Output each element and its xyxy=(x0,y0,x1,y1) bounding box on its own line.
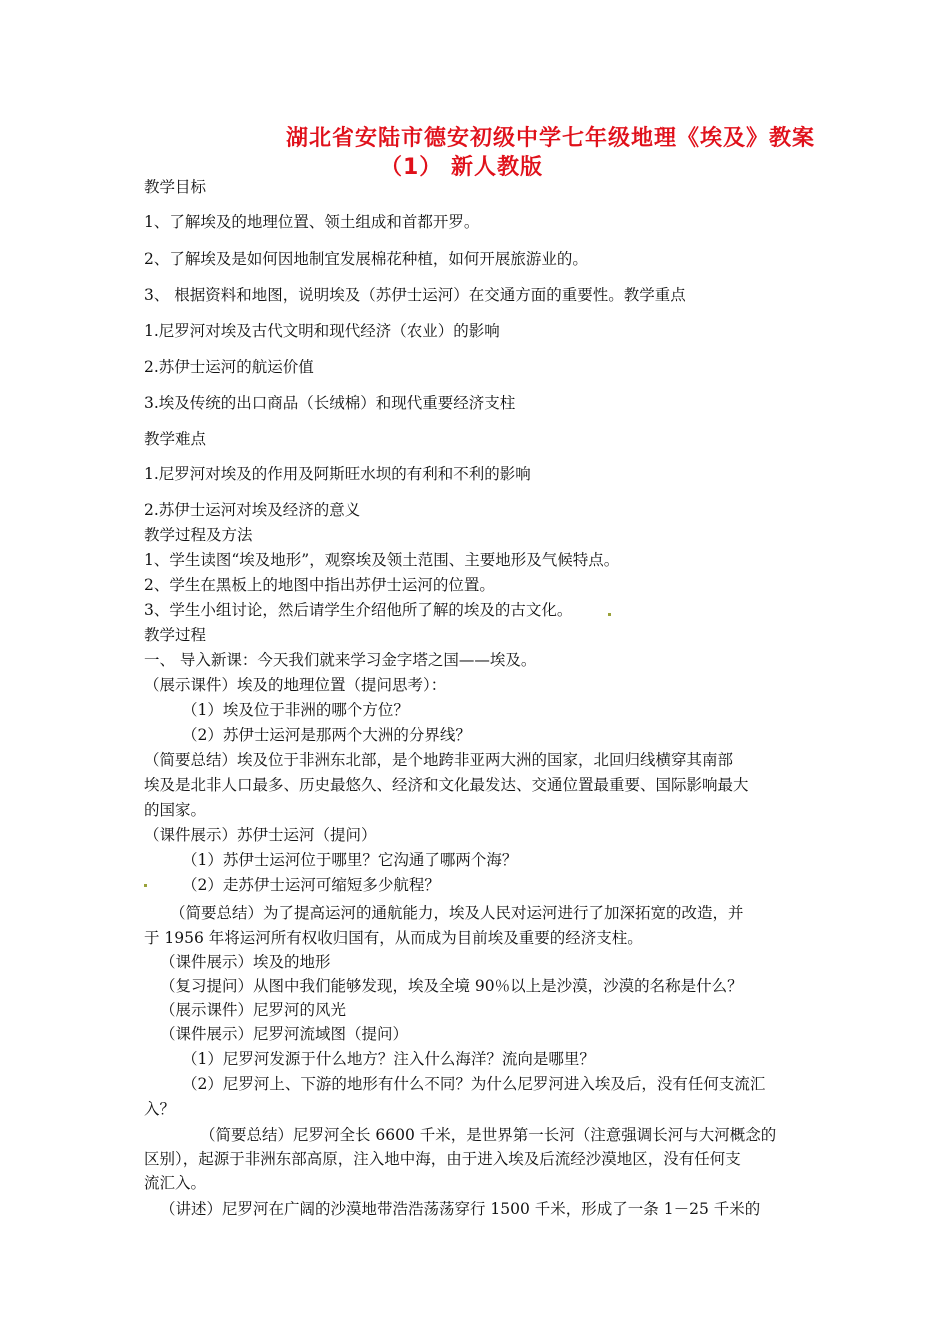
process-terrain: （课件展示）埃及的地形 xyxy=(160,953,331,971)
heading-process-methods: 教学过程及方法 xyxy=(144,526,253,544)
process-intro: 一、 导入新课：今天我们就来学习金字塔之国——埃及。 xyxy=(144,651,537,669)
process-suez: （课件展示）苏伊士运河（提问） xyxy=(144,826,377,844)
summary-nile-a: （简要总结）尼罗河全长 6600 千米，是世界第一长河（注意强调长河与大河概念的 xyxy=(200,1126,777,1144)
process-location: （展示课件）埃及的地理位置（提问思考）： xyxy=(144,676,447,694)
question-location-1: （1）埃及位于非洲的哪个方位？ xyxy=(182,701,409,719)
method-3: 3、学生小组讨论，然后请学生介绍他所了解的埃及的古文化。 xyxy=(144,601,573,619)
question-suez-2: （2）走苏伊士运河可缩短多少航程？ xyxy=(182,876,440,894)
document-title-line-1: 湖北省安陆市德安初级中学七年级地理《埃及》教案 xyxy=(286,126,816,151)
key-point-3: 3.埃及传统的出口商品（长绒棉）和现代重要经济支柱 xyxy=(144,394,516,412)
speck-mark xyxy=(608,613,611,616)
summary-suez-a: （简要总结）为了提高运河的通航能力，埃及人民对运河进行了加深拓宽的改造，并 xyxy=(170,904,744,922)
goal-item-3: 3、 根据资料和地图，说明埃及（苏伊士运河）在交通方面的重要性。教学重点 xyxy=(144,286,686,304)
summary-location-c: 的国家。 xyxy=(144,801,207,819)
narration-nile: （讲述）尼罗河在广阔的沙漠地带浩浩荡荡穿行 1500 千米，形成了一条 1－25 千米的 xyxy=(160,1200,761,1218)
key-point-2: 2.苏伊士运河的航运价值 xyxy=(144,358,314,376)
heading-teaching-goals: 教学目标 xyxy=(144,178,207,196)
question-nile-1: （1）尼罗河发源于什么地方？注入什么海洋？流向是哪里？ xyxy=(182,1050,595,1068)
speck-mark xyxy=(144,884,147,887)
goal-item-2: 2、了解埃及是如何因地制宜发展棉花种植，如何开展旅游业的。 xyxy=(144,250,588,268)
difficulty-1: 1.尼罗河对埃及的作用及阿斯旺水坝的有利和不利的影响 xyxy=(144,465,531,483)
difficulty-2: 2.苏伊士运河对埃及经济的意义 xyxy=(144,501,361,519)
summary-nile-c: 流汇入。 xyxy=(144,1174,207,1192)
process-nile-basin: （课件展示）尼罗河流域图（提问） xyxy=(160,1025,409,1043)
document-title-line-2: （1） 新人教版 xyxy=(380,155,543,180)
method-1: 1、学生读图“埃及地形”，观察埃及领土范围、主要地形及气候特点。 xyxy=(144,551,620,569)
process-nile-scenery: （展示课件）尼罗河的风光 xyxy=(160,1001,347,1019)
question-nile-2-a: （2）尼罗河上、下游的地形有什么不同？为什么尼罗河进入埃及后，没有任何支流汇 xyxy=(182,1075,766,1093)
heading-process: 教学过程 xyxy=(144,626,207,644)
question-nile-2-b: 入？ xyxy=(144,1100,176,1118)
summary-location-b: 埃及是北非人口最多、历史最悠久、经济和文化最发达、交通位置最重要、国际影响最大 xyxy=(144,776,749,794)
summary-nile-b: 区别），起源于非洲东部高原，注入地中海，由于进入埃及后流经沙漠地区，没有任何支 xyxy=(144,1150,741,1168)
question-desert: （复习提问）从图中我们能够发现，埃及全境 90％以上是沙漠，沙漠的名称是什么？ xyxy=(160,977,743,995)
key-point-1: 1.尼罗河对埃及古代文明和现代经济（农业）的影响 xyxy=(144,322,500,340)
summary-location-a: （简要总结）埃及位于非洲东北部，是个地跨非亚两大洲的国家，北回归线横穿其南部 xyxy=(144,751,734,769)
heading-difficulties: 教学难点 xyxy=(144,430,207,448)
question-location-2: （2）苏伊士运河是那两个大洲的分界线？ xyxy=(182,726,471,744)
question-suez-1: （1）苏伊士运河位于哪里？它沟通了哪两个海？ xyxy=(182,851,518,869)
method-2: 2、学生在黑板上的地图中指出苏伊士运河的位置。 xyxy=(144,576,495,594)
goal-item-1: 1、了解埃及的地理位置、领土组成和首都开罗。 xyxy=(144,213,480,231)
summary-suez-b: 于 1956 年将运河所有权收归国有，从而成为目前埃及重要的经济支柱。 xyxy=(144,929,643,947)
